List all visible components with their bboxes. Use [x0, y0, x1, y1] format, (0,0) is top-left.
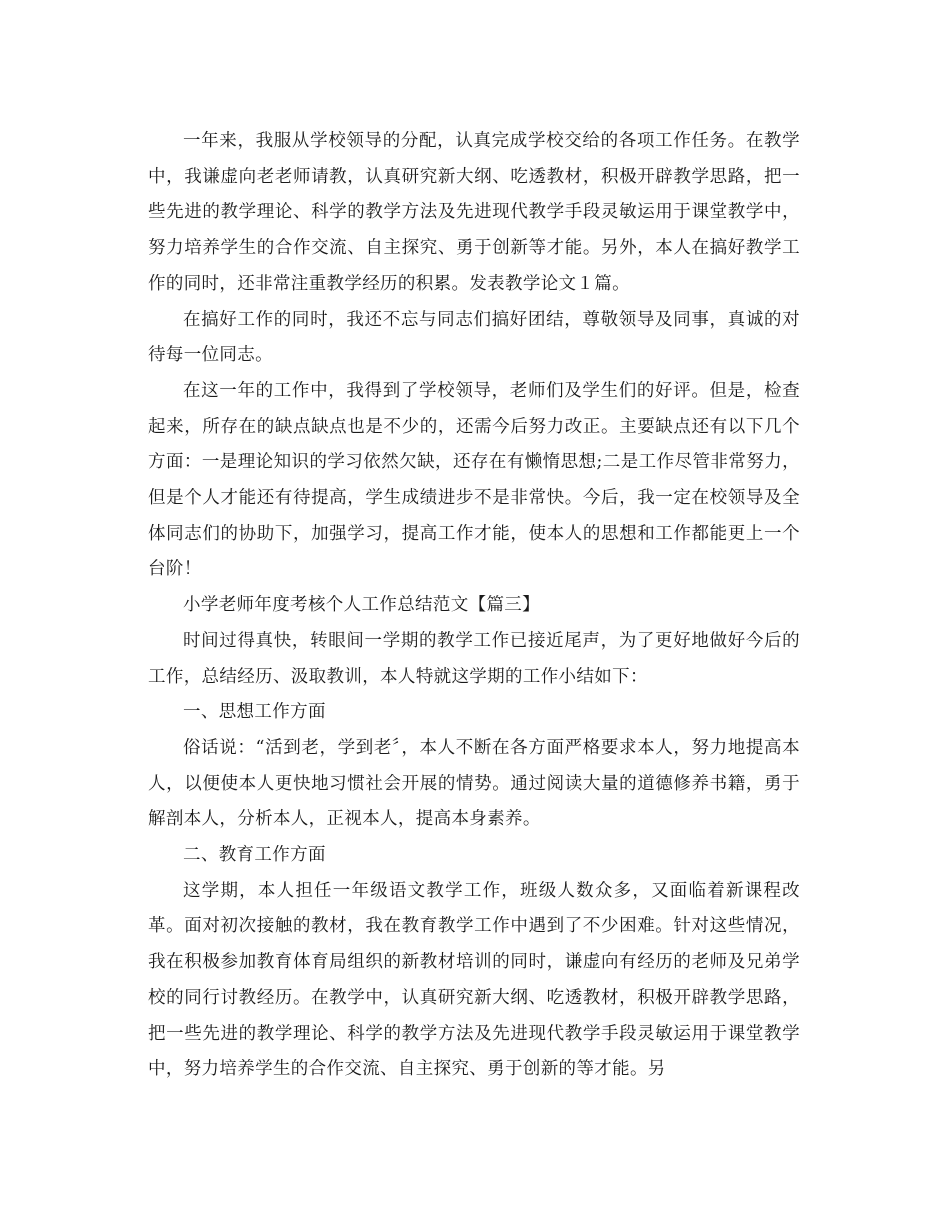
- heading-ideology: 一、思想工作方面: [183, 702, 326, 723]
- paragraph-shortcomings: 在这一年的工作中，我得到了学校领导，老师们及学生们的好评。但是，检查起来，所存在的缺点缺点也是不少的，还需今后努力改正。主要缺点还有以下几个方面：一是理论知识的学习依然欠缺，还存在有懒惰思想;二是工作尽管非常努力，但是个人才能还有待提高，学生成绩进步不是非常快。今后，我一定在校领导及全体同志们的协助下，加强学习，提高工作才能，使本人的思想和工作都能更上一个台阶！: [148, 380, 800, 580]
- paragraph-work-summary: 一年来，我服从学校领导的分配，认真完成学校交给的各项工作任务。在教学中，我谦虚向老老师请教，认真研究新大纲、吃透教材，积极开辟教学思路，把一些先进的教学理论、科学的教学方法及先进现代教学手段灵敏运用于课堂教学中，努力培养学生的合作交流、自主探究、勇于创新等才能。另外，本人在搞好教学工作的同时，还非常注重教学经历的积累。发表教学论文１篇。: [148, 131, 800, 294]
- paragraph-ideology: 俗话说：“活到老，学到老〞，本人不断在各方面严格要求本人，努力地提高本人，以便使本人更快地习惯社会开展的情势。通过阅读大量的道德修养书籍，勇于解剖本人，分析本人，正视本人，提高本身素养。: [148, 737, 800, 830]
- heading-education: 二、教育工作方面: [183, 845, 326, 866]
- paragraph-intro: 时间过得真快，转眼间一学期的教学工作已接近尾声，为了更好地做好今后的工作，总结经历、汲取教训，本人特就这学期的工作小结如下：: [148, 630, 800, 687]
- paragraph-education: 这学期，本人担任一年级语文教学工作，班级人数众多，又面临着新课程改革。面对初次接触的教材，我在教育教学工作中遇到了不少困难。针对这些情况，我在积极参加教育体育局组织的新教材培训的同时，谦虚向有经历的老师及兄弟学校的同行讨教经历。在教学中，认真研究新大纲、吃透教材，积极开辟教学思路，把一些先进的教学理论、科学的教学方法及先进现代教学手段灵敏运用于课堂教学中，努力培养学生的合作交流、自主探究、勇于创新的等才能。另: [148, 880, 800, 1080]
- document-page: [148, 124, 800, 1088]
- section-title-part-three: 小学老师年度考核个人工作总结范文【篇三】: [183, 595, 540, 616]
- paragraph-unity: 在搞好工作的同时，我还不忘与同志们搞好团结，尊敬领导及同事，真诚的对待每一位同志。: [148, 309, 800, 366]
